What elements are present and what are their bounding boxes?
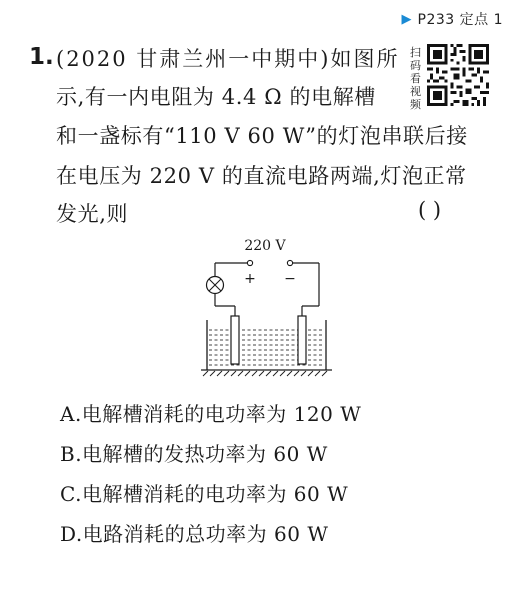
voltage-label: 220 V bbox=[244, 238, 286, 254]
negative-terminal bbox=[287, 260, 292, 265]
minus-sign: − bbox=[284, 271, 296, 287]
question-number: 1. bbox=[29, 44, 54, 70]
page-reference-text: P233 定点 1 bbox=[417, 12, 503, 28]
circuit-diagram bbox=[195, 236, 335, 386]
question-line-3: 和一盏标有“110 V 60 W”的灯泡串联后接 bbox=[56, 124, 468, 148]
option-c[interactable]: C.电解槽消耗的电功率为 60 W bbox=[60, 482, 349, 506]
electrolyte bbox=[209, 330, 324, 365]
positive-terminal bbox=[247, 260, 252, 265]
option-b[interactable]: B.电解槽的发热功率为 60 W bbox=[60, 442, 328, 466]
lamp-icon bbox=[207, 277, 224, 294]
right-electrode bbox=[298, 316, 306, 364]
qr-label: 扫码看视频 bbox=[410, 46, 421, 111]
option-d[interactable]: D.电路消耗的总功率为 60 W bbox=[60, 522, 329, 546]
question-line-2: 示,有一内电阻为 4.4 Ω 的电解槽 bbox=[56, 85, 376, 109]
option-a[interactable]: A.电解槽消耗的电功率为 120 W bbox=[60, 402, 362, 426]
answer-blank: ( ) bbox=[418, 198, 442, 222]
play-arrow-icon: ▶ bbox=[401, 11, 412, 27]
left-electrode bbox=[231, 316, 239, 364]
question-line-4: 在电压为 220 V 的直流电路两端,灯泡正常 bbox=[56, 164, 467, 188]
page-reference bbox=[402, 9, 503, 29]
circuit-svg bbox=[195, 236, 335, 386]
ground-hatch bbox=[203, 371, 327, 376]
question-line-5: 发光,则 bbox=[56, 202, 129, 226]
question-line-1: (2020 甘肃兰州一中期中)如图所 bbox=[56, 47, 400, 71]
qr-code[interactable] bbox=[427, 44, 489, 106]
plus-sign: + bbox=[244, 271, 256, 287]
